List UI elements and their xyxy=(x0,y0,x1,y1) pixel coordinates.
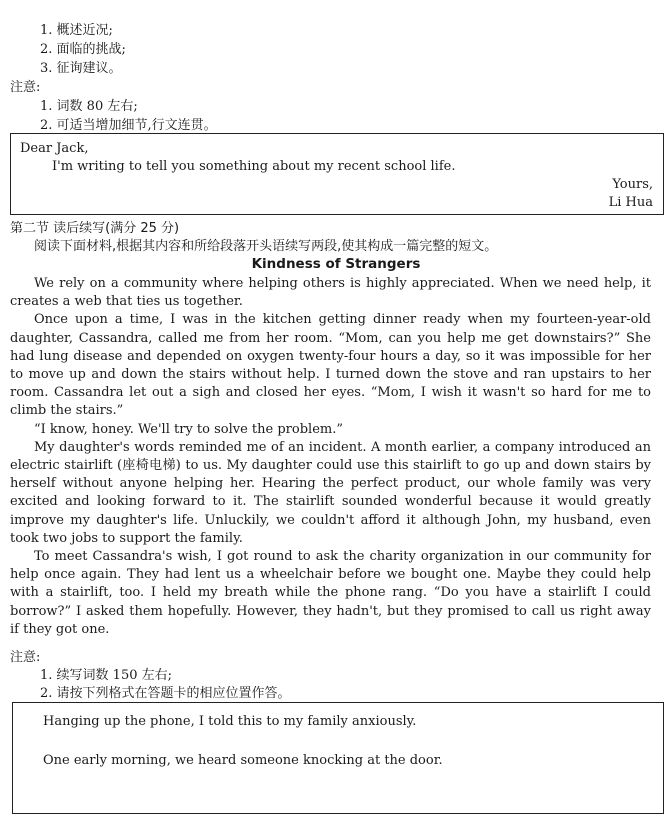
notes1-item-2: 2. 可适当增加细节,行文连贯。 xyxy=(40,118,217,133)
notes2-title: 注意: xyxy=(10,650,41,665)
section2-heading: 第二节 读后续写(满分 25 分) xyxy=(10,221,180,236)
section2-instruction: 阅读下面材料,根据其内容和所给段落开头语续写两段,使其构成一篇完整的短文。 xyxy=(34,239,498,254)
letter-greeting: Dear Jack, xyxy=(20,141,89,156)
story-paragraph-2: Once upon a time, I was in the kitchen getting dinner ready when my fourteen-year-old daughter, Cassandra, called me from her room. “Mom, can you help me get downstairs?” She had lung disease and depended on oxygen twenty-four hours a day, so it was impossible for her to move up and down the stairs without help. I turned down the stove and ran upstairs to her room. Cassandra let out a sigh and closed her eyes. “Mom, I wish it wasn't so hard for me to climb the stairs.” xyxy=(10,312,651,419)
prompt-point-2: 2. 面临的挑战; xyxy=(40,42,126,57)
letter-closing: Yours, xyxy=(612,177,653,192)
notes1-item-1: 1. 词数 80 左右; xyxy=(40,99,138,114)
letter-signature: Li Hua xyxy=(608,195,653,210)
continuation-para2-start: One early morning, we heard someone knocking at the door. xyxy=(43,753,443,768)
prompt-point-1: 1. 概述近况; xyxy=(40,23,113,38)
prompt-point-3: 3. 征询建议。 xyxy=(40,61,122,76)
story-body xyxy=(10,275,651,639)
continuation-answer-box xyxy=(12,702,664,814)
story-paragraph-3: “I know, honey. We'll try to solve the problem.” xyxy=(34,421,343,437)
story-paragraph-1: We rely on a community where helping others is highly appreciated. When we need help, it creates a web that ties us together. xyxy=(10,276,651,310)
notes1-title: 注意: xyxy=(10,80,41,95)
notes2-item-2: 2. 请按下列格式在答题卡的相应位置作答。 xyxy=(40,686,291,701)
continuation-para1-start: Hanging up the phone, I told this to my family anxiously. xyxy=(43,714,417,729)
story-title: Kindness of Strangers xyxy=(251,256,421,272)
letter-answer-box xyxy=(10,133,664,215)
notes2-item-1: 1. 续写词数 150 左右; xyxy=(40,668,172,683)
story-paragraph-5: To meet Cassandra's wish, I got round to ask the charity organization in our community for help once again. They had lent us a wheelchair before we bought one. Maybe they could help with a stairlift, too. I held my breath while the phone rang. “Do you have a stairlift I could borrow?” I asked them hopefully. However, they hadn't, but they promised to call us right away if they got one. xyxy=(10,549,651,637)
letter-opening: I'm writing to tell you something about my recent school life. xyxy=(52,159,456,174)
story-paragraph-4: My daughter's words reminded me of an incident. A month earlier, a company introduced an electric stairlift (座椅电梯) to us. My daughter could use this stairlift to go up and down stairs by herself without anyone helping her. Hearing the perfect product, our whole family was very excited and looking forward to it. The stairlift sounded wonderful because it would greatly improve my daughter's life. Unluckily, we couldn't afford it although John, my husband, even took two jobs to support the family. xyxy=(10,439,651,546)
